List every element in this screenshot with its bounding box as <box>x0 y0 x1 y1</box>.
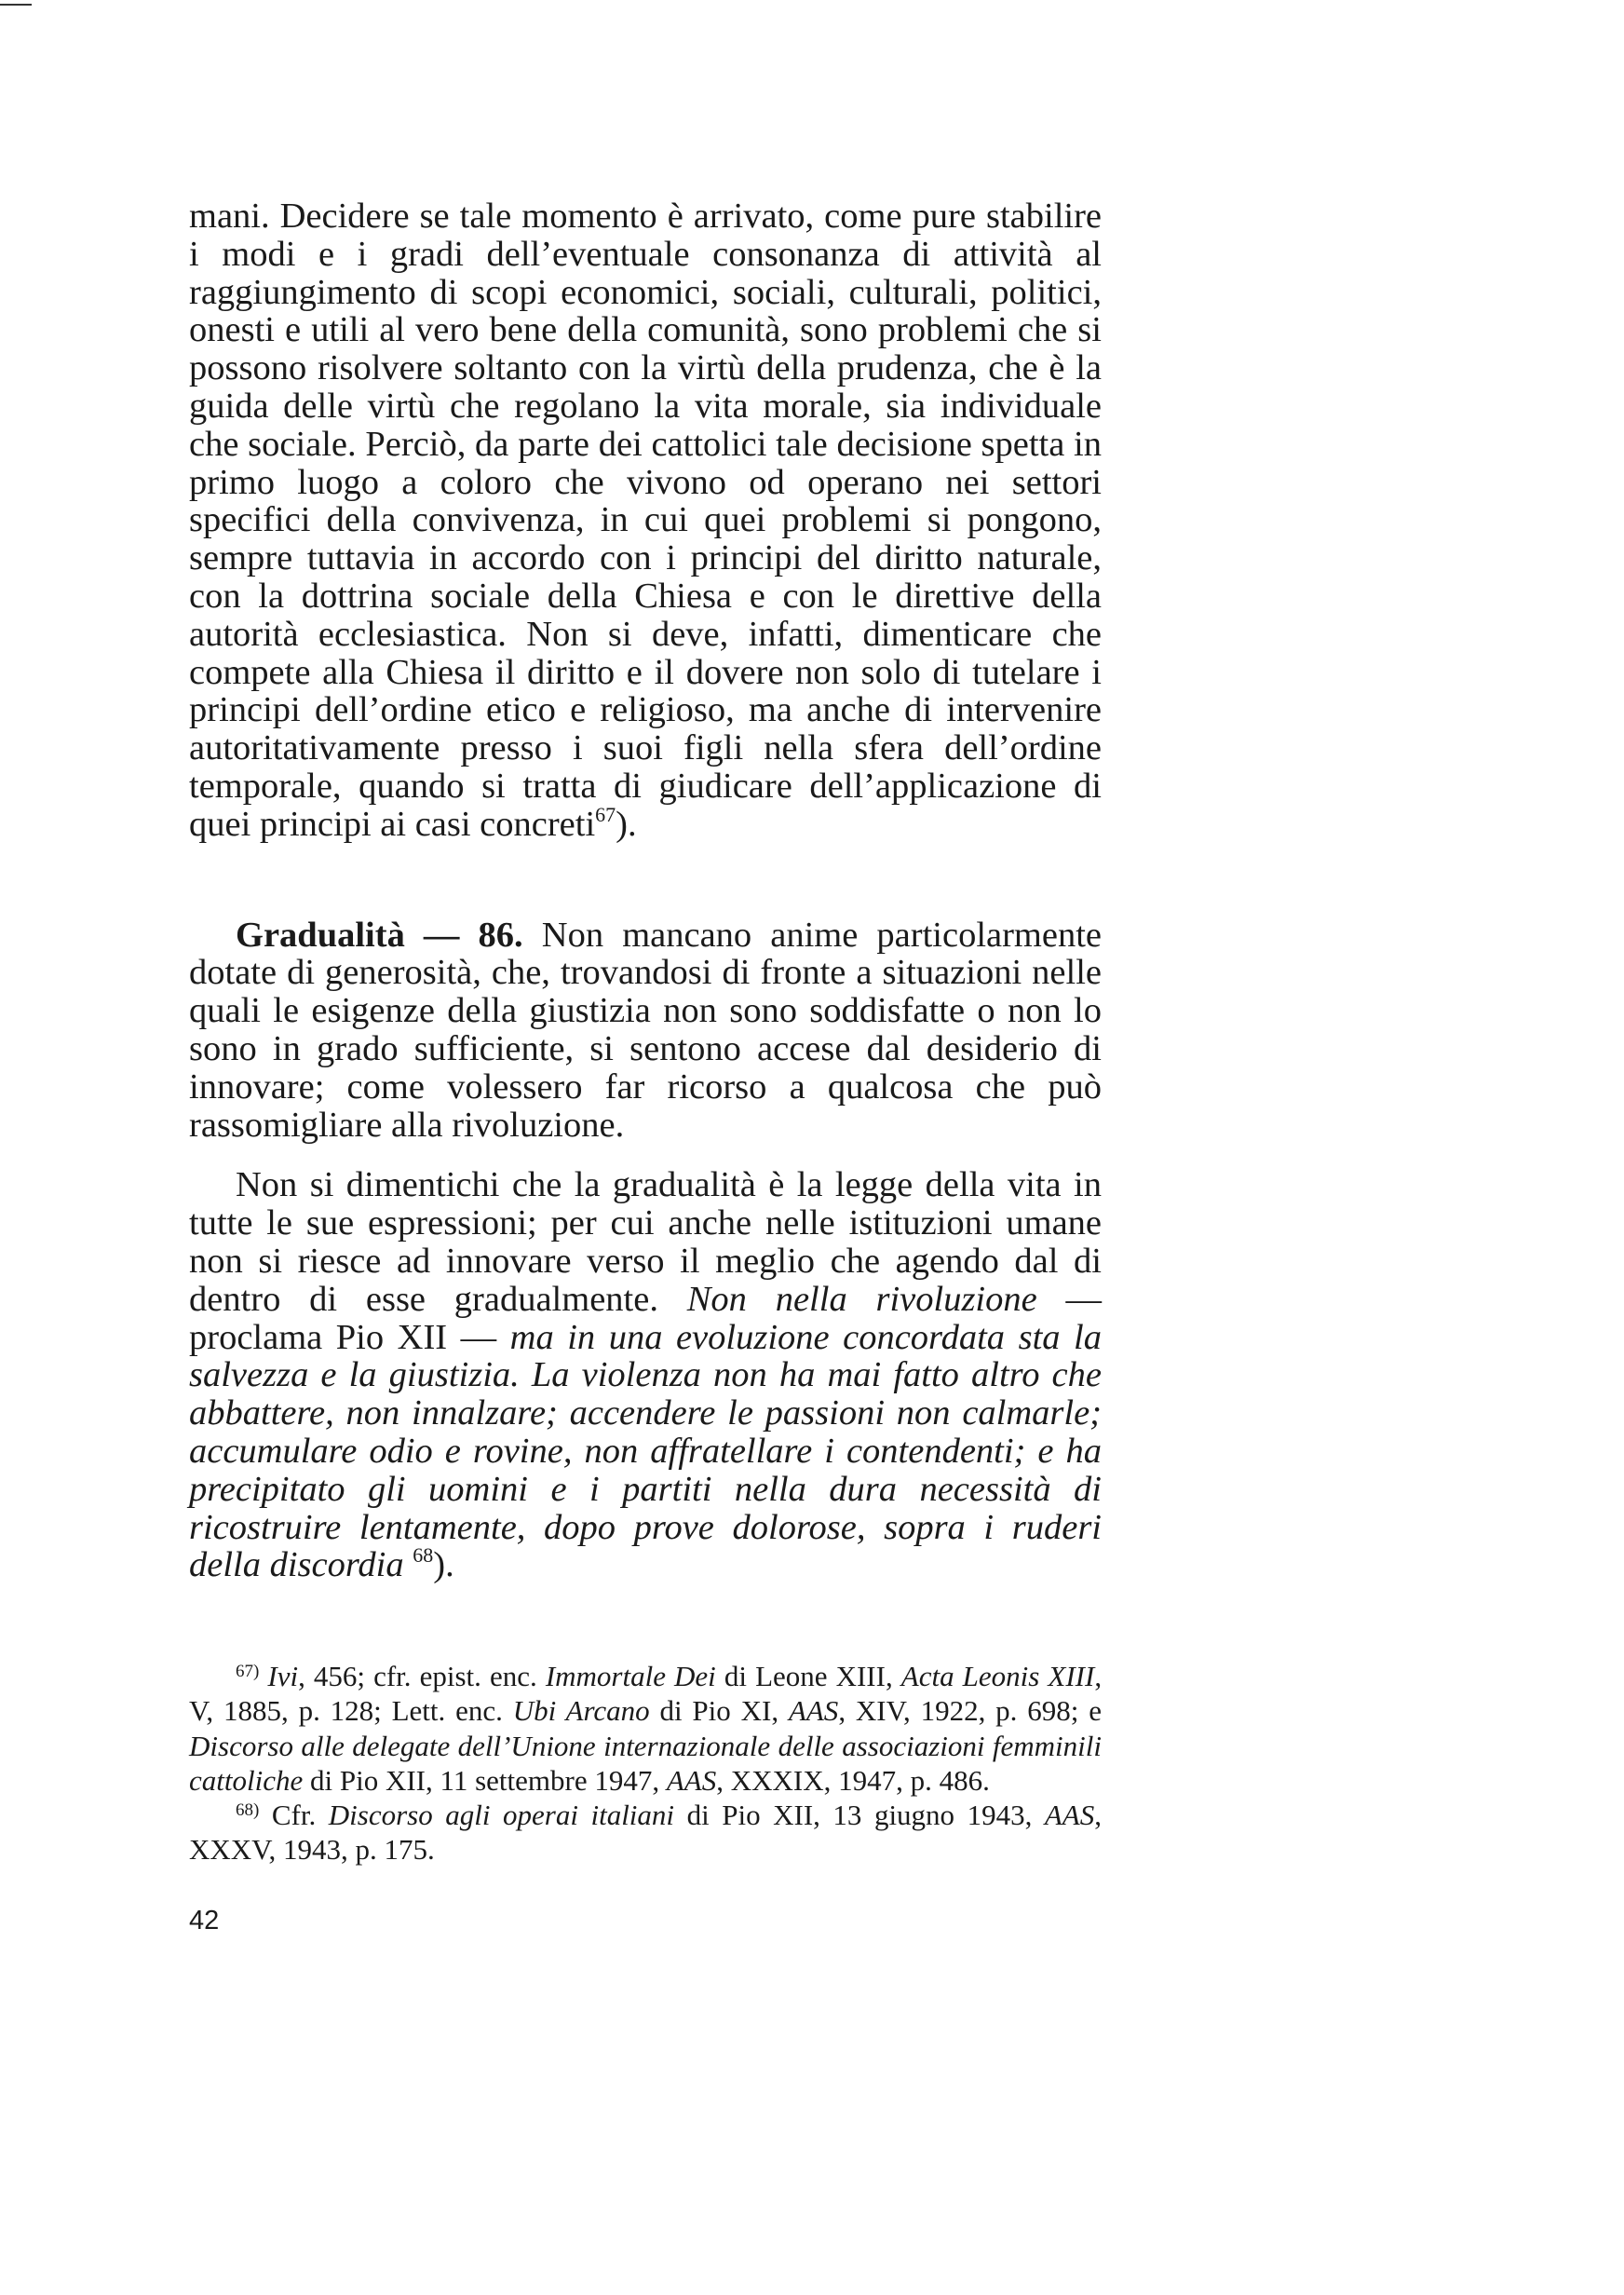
quotation: Non nella rivoluzione <box>686 1279 1037 1319</box>
footnote-citation-title: Ubi Arcano <box>512 1694 650 1728</box>
body-paragraph <box>189 917 1102 1145</box>
footnote-text: , XXXIX, 1947, p. 486. <box>716 1763 990 1797</box>
section-heading: Gradualità — 86. <box>236 915 523 955</box>
footnote-text: di Pio XI, <box>659 1694 779 1728</box>
quotation-attribution: — proclama Pio XII — <box>189 1279 1103 1357</box>
footnote-citation-title: Immortale Dei <box>545 1660 716 1693</box>
paragraph-end: ). <box>433 1545 454 1585</box>
footnote-citation-title: Discorso agli operai italiani <box>328 1798 675 1831</box>
footnote-text: , 456; cfr. epist. enc. <box>298 1660 537 1693</box>
page-text-block <box>189 197 1102 1937</box>
footnote-text: di Pio XII, 11 settembre 1947, <box>309 1763 660 1797</box>
paragraph-text: Non mancano anime particolarmente dotate di generosità, che, trovandosi di fronte a situazioni nelle quali le esigenze della giustizia non sono soddisfatte o non lo sono in grado sufficiente, si sentono accese dal desiderio di innovare; come volessero far ricorso a qualcosa che può rassomigliare alla rivoluzione. <box>189 915 1103 1145</box>
footnote-citation-title: AAS <box>1044 1798 1095 1831</box>
body-paragraph <box>189 197 1102 844</box>
footnote-citation-title: Acta Leonis XIII <box>900 1660 1095 1693</box>
footnote-text: di Pio XII, 13 giugno 1943, <box>686 1798 1033 1831</box>
footnote-citation-title: AAS <box>666 1763 717 1797</box>
footnote-text: , XXXV, 1943, p. 175. <box>189 1798 1102 1867</box>
footnote-67 <box>189 1659 1102 1798</box>
paragraph-end: ). <box>616 804 637 844</box>
footnote-text: di Leone XIII, <box>724 1660 893 1693</box>
footnote-68 <box>189 1798 1102 1867</box>
footnote-text: , V, 1885, p. 128; Lett. enc. <box>189 1660 1103 1728</box>
footnote-citation-title: Ivi <box>267 1660 299 1693</box>
footnotes <box>189 1659 1102 1867</box>
footnote-text: , XIV, 1922, p. 698; e <box>838 1694 1102 1728</box>
footnote-text: Cfr. <box>271 1798 317 1831</box>
paragraph-text: mani. Decidere se tale momento è arrivato, come pure stabilire i modi e i gradi dell’eventuale consonanza di attività al raggiungimento di scopi economici, sociali, culturali, politici, onesti e utili al vero bene della comunità, sono problemi che si possono risolvere soltanto con la virtù della prudenza, che è la guida delle virtù che regolano la vita morale, sia individuale che sociale. Perciò, da parte dei cattolici tale decisione spetta in primo luogo a coloro che vivono od operano nei settori specifici della convivenza, in cui quei problemi si pongono, sempre tuttavia in accordo con i principi del diritto naturale, con la dottrina sociale della Chiesa e con le direttive della autorità ecclesiastica. Non si deve, infatti, dimenticare che compete alla Chiesa il diritto e il dovere non solo di tutelare i principi dell’ordine etico e religioso, ma anche di intervenire autoritativamente presso i suoi figli nella sfera dell’ordine temporale, quando si tratta di giudicare dell’applicazione di quei principi ai casi concreti <box>189 197 1102 844</box>
page-number: 42 <box>189 1906 220 1936</box>
footnote-citation-title: Discorso alle delegate dell’Unione internazionale delle associazioni femminili cattoliche <box>189 1729 1102 1797</box>
footnote-marker: 67) <box>236 1662 260 1682</box>
footnote-marker: 68) <box>236 1799 260 1820</box>
paragraph-text: Non si dimentichi che la gradualità è la legge della vita in tutte le sue espressioni; per cui anche nelle istituzioni umane non si riesce ad innovare verso il meglio che agendo dal di dentro di esse gradualmente. <box>189 1165 1102 1319</box>
footnote-reference: 67 <box>595 802 616 826</box>
footnote-reference: 68 <box>413 1543 434 1568</box>
body-paragraph <box>189 1166 1102 1584</box>
footnote-citation-title: AAS <box>788 1694 839 1728</box>
scan-corner-mark <box>0 4 32 6</box>
quotation: ma in una evoluzione concordata sta la salvezza e la giustizia. La violenza non ha mai fatto altro che abbattere, non innalzare; accendere le passioni non calmarle; accumulare odio e rovine, non affratellare i contendenti; e ha precipitato gli uomini e i partiti nella dura necessità di ricostruire lentamente, dopo prove dolorose, sopra i ruderi della discordia <box>189 1317 1102 1585</box>
